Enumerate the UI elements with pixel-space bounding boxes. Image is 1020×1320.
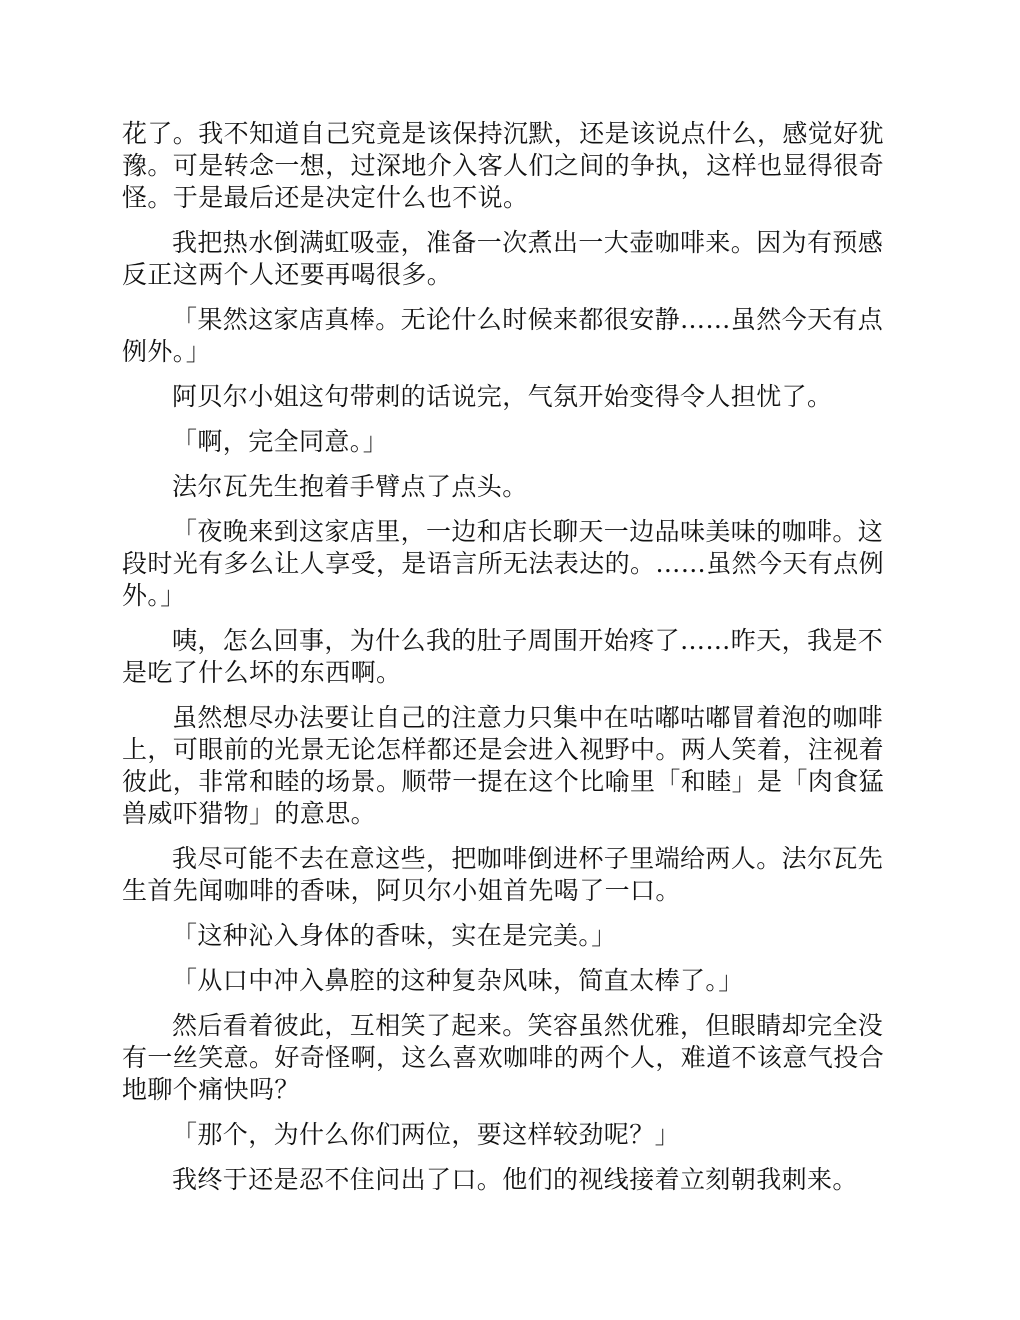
paragraph: 「那个，为什么你们两位，要这样较劲呢？」: [172, 1120, 681, 1149]
paragraph: 咦，怎么回事，为什么我的肚子周围开始疼了……昨天，我是不是吃了什么坏的东西啊。: [122, 626, 884, 687]
paragraph: 「啊，完全同意。」: [172, 427, 389, 456]
paragraph: 我尽可能不去在意这些，把咖啡倒进杯子里端给两人。法尔瓦先生首先闻咖啡的香味，阿贝尔小姐首先喝了一口。: [122, 844, 884, 905]
paragraph: 我终于还是忍不住问出了口。他们的视线接着立刻朝我刺来。: [172, 1165, 858, 1194]
paragraph: 「从口中冲入鼻腔的这种复杂风味，简直太棒了。」: [172, 966, 744, 995]
paragraph: 法尔瓦先生抱着手臂点了点头。: [172, 472, 528, 501]
paragraph: 花了。我不知道自己究竟是该保持沉默，还是该说点什么，感觉好犹豫。可是转念一想，过深地介入客人们之间的争执，这样也显得很奇怪。于是最后还是决定什么也不说。: [122, 119, 885, 212]
paragraph: 我把热水倒满虹吸壶，准备一次煮出一大壶咖啡来。因为有预感反正这两个人还要再喝很多。: [122, 228, 884, 289]
document-body: [122, 118, 898, 1209]
paragraph: 「果然这家店真棒。无论什么时候来都很安静……虽然今天有点例外。」: [122, 305, 884, 366]
paragraph: 然后看着彼此，互相笑了起来。笑容虽然优雅，但眼睛却完全没有一丝笑意。好奇怪啊，这么喜欢咖啡的两个人，难道不该意气投合地聊个痛快吗？: [122, 1011, 885, 1104]
paragraph: 「夜晚来到这家店里，一边和店长聊天一边品味美味的咖啡。这段时光有多么让人享受，是语言所无法表达的。……虽然今天有点例外。」: [122, 517, 885, 610]
paragraph: 「这种沁入身体的香味，实在是完美。」: [172, 921, 617, 950]
paragraph: 虽然想尽办法要让自己的注意力只集中在咕嘟咕嘟冒着泡的咖啡上，可眼前的光景无论怎样都还是会进入视野中。两人笑着，注视着彼此，非常和睦的场景。顺带一提在这个比喻里「和睦」是「肉食猛兽威吓猎物」的意思。: [122, 703, 885, 828]
paragraph: 阿贝尔小姐这句带刺的话说完，气氛开始变得令人担忧了。: [172, 382, 833, 411]
